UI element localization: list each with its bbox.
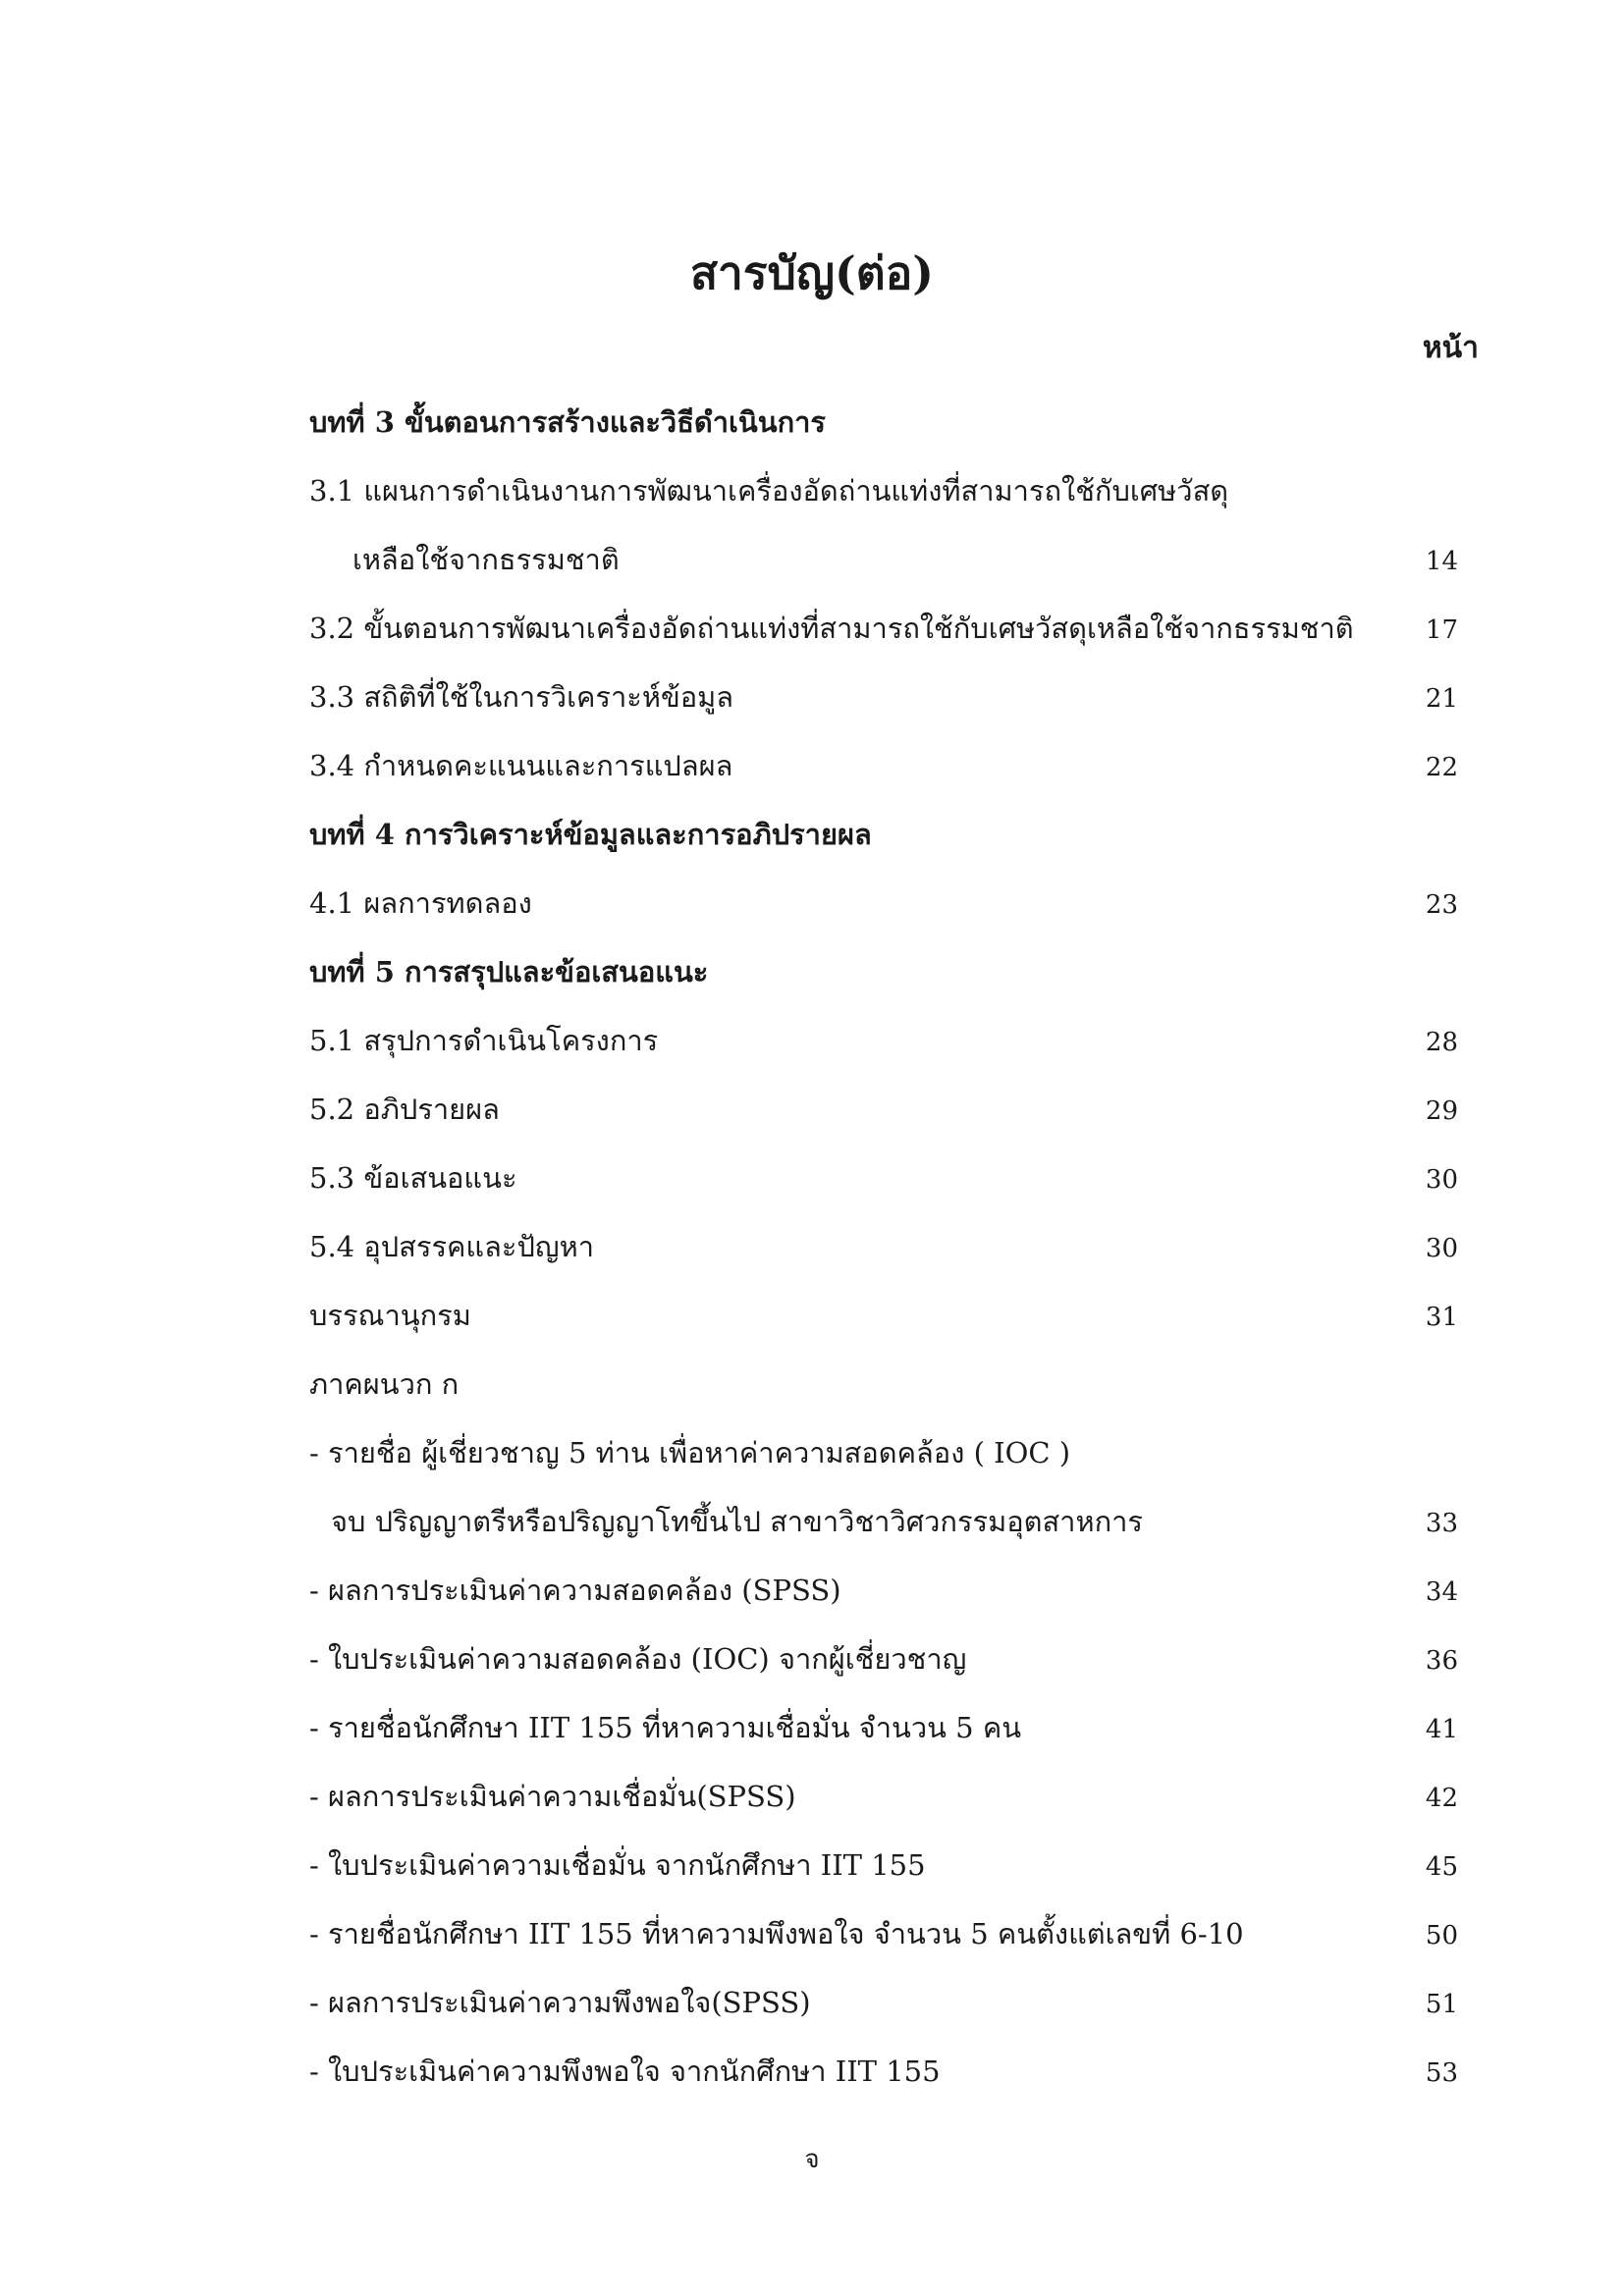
toc-entry-text: - ใบประเมินค่าความพึงพอใจ จากนักศึกษา IIT 155 [309, 2055, 941, 2088]
toc-entry [309, 1698, 1458, 1767]
toc-entry [309, 1904, 1458, 1973]
toc-entry-page: 30 [1425, 1234, 1458, 1263]
toc-entry-bibliography [309, 1286, 1458, 1355]
toc-entry-text: - ผลการประเมินค่าความสอดคล้อง (SPSS) [309, 1574, 841, 1607]
toc-entry-text: - ใบประเมินค่าความเชื่อมั่น จากนักศึกษา IIT 155 [309, 1848, 926, 1882]
toc-chapter-3 [309, 393, 1458, 461]
toc-entry-text: 5.2 อภิปรายผล [309, 1093, 500, 1126]
toc-entry-text: 3.2 ขั้นตอนการพัฒนาเครื่องอัดถ่านแท่งที่สามารถใช้กับเศษวัสดุเหลือใช้จากธรรมชาติ [309, 612, 1354, 645]
toc-entry-text: - รายชื่อ ผู้เชี่ยวชาญ 5 ท่าน เพื่อหาค่าความสอดคล้อง ( IOC ) [309, 1436, 1071, 1469]
toc-entry-appendix [309, 1355, 1458, 1423]
toc-entry-text: 4.1 ผลการทดลอง [309, 886, 532, 920]
toc-entry-page: 34 [1425, 1577, 1458, 1607]
toc-entry-text: 3.1 แผนการดำเนินงานการพัฒนาเครื่องอัดถ่านแท่งที่สามารถใช้กับเศษวัสดุ [309, 474, 1229, 507]
toc-entry [309, 1767, 1458, 1836]
toc-chapter-4 [309, 805, 1458, 874]
toc-entry-page: 30 [1425, 1165, 1458, 1195]
toc-chapter-5 [309, 942, 1458, 1011]
toc-entry-page: 21 [1425, 684, 1458, 714]
toc-entry-text: - รายชื่อนักศึกษา IIT 155 ที่หาความเชื่อมั่น จำนวน 5 คน [309, 1711, 1022, 1744]
toc-entry-text: ภาคผนวก ก [309, 1367, 460, 1401]
toc-entry-page: 29 [1425, 1096, 1458, 1126]
toc-entry-page: 22 [1425, 753, 1458, 782]
toc-entry-text: บทที่ 5 การสรุปและข้อเสนอแนะ [309, 955, 709, 988]
toc-entry [309, 667, 1458, 736]
toc-entry [309, 1629, 1458, 1698]
toc-entry-page: 45 [1425, 1852, 1458, 1882]
toc-entry-page: 51 [1425, 1990, 1458, 2019]
toc-entry-text: บทที่ 3 ขั้นตอนการสร้างและวิธีดำเนินการ [309, 405, 826, 439]
toc-entry-text: 3.3 สถิติที่ใช้ในการวิเคราะห์ข้อมูล [309, 680, 734, 714]
toc-entry-page: 31 [1425, 1303, 1458, 1332]
toc-entry-text: 3.4 กำหนดคะแนนและการแปลผล [309, 749, 733, 782]
toc-entry-page: 50 [1425, 1921, 1458, 1950]
toc-entry-text: - รายชื่อนักศึกษา IIT 155 ที่หาความพึงพอใจ จำนวน 5 คนตั้งแต่เลขที่ 6-10 [309, 1917, 1244, 1950]
toc-entry-text: - ผลการประเมินค่าความเชื่อมั่น(SPSS) [309, 1780, 796, 1813]
toc-entry [309, 1561, 1458, 1629]
toc-entry-text: 5.3 ข้อเสนอแนะ [309, 1161, 517, 1195]
toc-entry-text: - ผลการประเมินค่าความพึงพอใจ(SPSS) [309, 1986, 811, 2019]
toc-entry-page: 36 [1425, 1646, 1458, 1676]
toc-entry-page: 17 [1425, 615, 1458, 645]
toc-entry [309, 1217, 1458, 1286]
toc-entry-text: บรรณานุกรม [309, 1299, 471, 1332]
toc-entry-continuation [309, 530, 1458, 599]
toc-entry-page: 28 [1425, 1028, 1458, 1057]
toc-entry [309, 1148, 1458, 1217]
toc-entry-continuation [309, 1492, 1458, 1561]
toc-entry-page: 41 [1425, 1715, 1458, 1744]
toc-entry-text: 5.4 อุปสรรคและปัญหา [309, 1230, 594, 1263]
toc-entry [309, 1836, 1458, 1904]
toc-entry-text: - ใบประเมินค่าความสอดคล้อง (IOC) จากผู้เชี่ยวชาญ [309, 1642, 967, 1676]
toc-entry-page: 53 [1425, 2058, 1458, 2088]
toc-entry-page: 14 [1425, 547, 1458, 576]
toc-entry-text: บทที่ 4 การวิเคราะห์ข้อมูลและการอภิปรายผล [309, 818, 872, 851]
table-of-contents [309, 393, 1458, 2110]
toc-entry [309, 461, 1458, 530]
toc-entry-page: 33 [1425, 1509, 1458, 1538]
toc-entry [309, 1423, 1458, 1492]
toc-entry [309, 1011, 1458, 1080]
toc-entry [309, 874, 1458, 942]
page-title: สารบัญ(ต่อ) [689, 246, 935, 299]
page-column-header: หน้า [1422, 331, 1479, 365]
toc-entry-page: 42 [1425, 1784, 1458, 1813]
toc-entry [309, 2042, 1458, 2110]
toc-entry-page: 23 [1425, 890, 1458, 920]
toc-entry [309, 1973, 1458, 2042]
page-number: จ [804, 2145, 820, 2174]
toc-entry-text: จบ ปริญญาตรีหรือปริญญาโทขึ้นไป สาขาวิชาวิศวกรรมอุตสาหการ [331, 1505, 1143, 1538]
toc-entry-text: 5.1 สรุปการดำเนินโครงการ [309, 1024, 659, 1057]
toc-entry [309, 736, 1458, 805]
toc-entry-text: เหลือใช้จากธรรมชาติ [352, 543, 620, 576]
toc-entry [309, 599, 1458, 667]
toc-entry [309, 1080, 1458, 1148]
